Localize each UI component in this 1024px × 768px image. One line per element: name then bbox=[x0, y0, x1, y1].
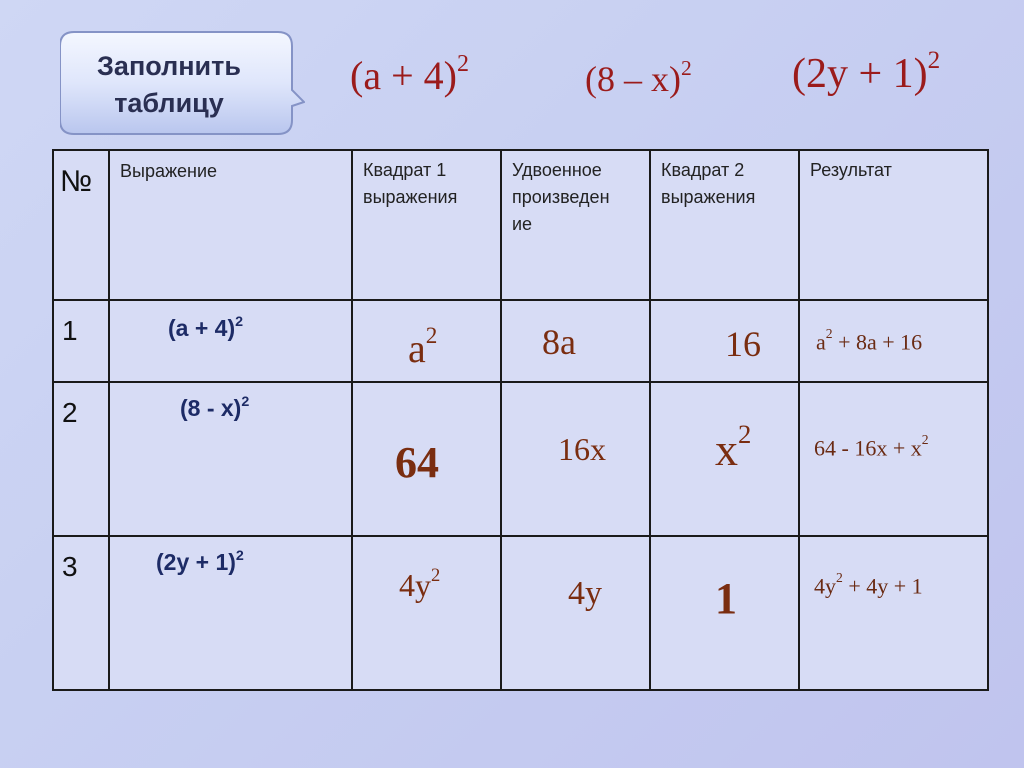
row-result-cell bbox=[799, 300, 988, 382]
row-result-exp: 2 bbox=[921, 432, 929, 448]
row-expression bbox=[180, 395, 249, 422]
row-double: 8a bbox=[542, 322, 576, 362]
row-double-cell bbox=[501, 300, 650, 382]
header-square2: Квадрат 2 выражения bbox=[661, 160, 756, 207]
row-square2-base: x bbox=[715, 424, 738, 475]
expansion-table bbox=[52, 149, 989, 691]
header-result: Результат bbox=[810, 160, 892, 180]
row-square1 bbox=[395, 437, 439, 488]
row-square2-exp: 2 bbox=[738, 419, 752, 450]
formula-3-exp: 2 bbox=[927, 47, 941, 75]
formula-1-base: (a + 4) bbox=[350, 53, 457, 98]
row-num-cell bbox=[53, 382, 109, 536]
row-expression-exp: 2 bbox=[241, 393, 250, 410]
row-square2-cell bbox=[650, 300, 799, 382]
row-square1-base: 64 bbox=[395, 438, 439, 487]
row-double-cell bbox=[501, 382, 650, 536]
header-double: Удвоенное произведен ие bbox=[512, 160, 610, 234]
row-square2-cell bbox=[650, 382, 799, 536]
formula-3-base: (2y + 1) bbox=[792, 51, 928, 97]
header-num: № bbox=[60, 165, 93, 198]
row-square2-cell bbox=[650, 536, 799, 690]
row-result-a: a bbox=[816, 329, 826, 355]
header-expression: Выражение bbox=[120, 161, 218, 181]
row-double-cell bbox=[501, 536, 650, 690]
fill-table-callout bbox=[60, 30, 295, 133]
formula-1 bbox=[350, 52, 469, 99]
header-result-cell bbox=[799, 150, 988, 300]
row-expression-exp: 2 bbox=[235, 547, 244, 564]
table-row bbox=[53, 382, 988, 536]
row-result bbox=[816, 326, 923, 355]
row-expression bbox=[156, 549, 244, 576]
table-header-row bbox=[53, 150, 988, 300]
header-square1: Квадрат 1 выражения bbox=[363, 160, 458, 207]
row-square2 bbox=[715, 419, 752, 476]
header-num-cell bbox=[53, 150, 109, 300]
row-result-cell bbox=[799, 536, 988, 690]
row-result-a: 64 - 16x + x bbox=[814, 435, 922, 461]
row-expression-cell bbox=[109, 300, 352, 382]
row-square2-base: 1 bbox=[715, 574, 737, 623]
row-square1-cell bbox=[352, 536, 501, 690]
formula-3 bbox=[792, 47, 941, 98]
formula-2-base: (8 – x) bbox=[585, 59, 681, 99]
row-expression-base: (2y + 1) bbox=[156, 549, 236, 575]
row-result bbox=[814, 432, 929, 461]
formula-1-exp: 2 bbox=[456, 51, 469, 78]
row-square2 bbox=[725, 323, 761, 365]
row-num: 2 bbox=[62, 397, 78, 428]
row-expression bbox=[168, 315, 243, 342]
row-result-exp: 2 bbox=[825, 326, 833, 342]
row-result-cell bbox=[799, 382, 988, 536]
row-square1 bbox=[399, 564, 441, 604]
row-num: 3 bbox=[62, 551, 78, 582]
formula-2 bbox=[585, 55, 692, 100]
table-row bbox=[53, 536, 988, 690]
row-square1-base: 4y bbox=[399, 567, 431, 603]
header-double-cell bbox=[501, 150, 650, 300]
row-result-rest: + 8a + 16 bbox=[832, 329, 923, 355]
row-num-cell bbox=[53, 536, 109, 690]
row-num: 1 bbox=[62, 315, 78, 346]
row-square1-cell bbox=[352, 382, 501, 536]
row-expression-cell bbox=[109, 382, 352, 536]
row-double: 4y bbox=[568, 575, 602, 612]
row-double: 16x bbox=[558, 431, 606, 467]
row-num-cell bbox=[53, 300, 109, 382]
row-expression-cell bbox=[109, 536, 352, 690]
callout-label: Заполнить таблицу bbox=[97, 51, 241, 118]
header-square2-cell bbox=[650, 150, 799, 300]
formula-2-exp: 2 bbox=[680, 55, 692, 80]
row-result-rest: + 4y + 1 bbox=[842, 573, 923, 599]
row-square1-exp: 2 bbox=[431, 564, 441, 586]
row-result-a: 4y bbox=[814, 573, 836, 599]
row-square1-cell bbox=[352, 300, 501, 382]
row-expression-base: (8 - x) bbox=[180, 395, 242, 421]
header-expression-cell bbox=[109, 150, 352, 300]
header-square1-cell bbox=[352, 150, 501, 300]
row-square1-base: a bbox=[408, 326, 426, 371]
table-row bbox=[53, 300, 988, 382]
row-expression-exp: 2 bbox=[235, 313, 244, 330]
row-result bbox=[814, 570, 923, 599]
row-expression-base: (a + 4) bbox=[168, 315, 236, 341]
row-square2-base: 16 bbox=[725, 324, 761, 364]
row-square1 bbox=[408, 325, 437, 372]
row-result-exp: 2 bbox=[836, 570, 843, 586]
row-square1-exp: 2 bbox=[425, 323, 438, 350]
row-square2 bbox=[715, 573, 737, 624]
